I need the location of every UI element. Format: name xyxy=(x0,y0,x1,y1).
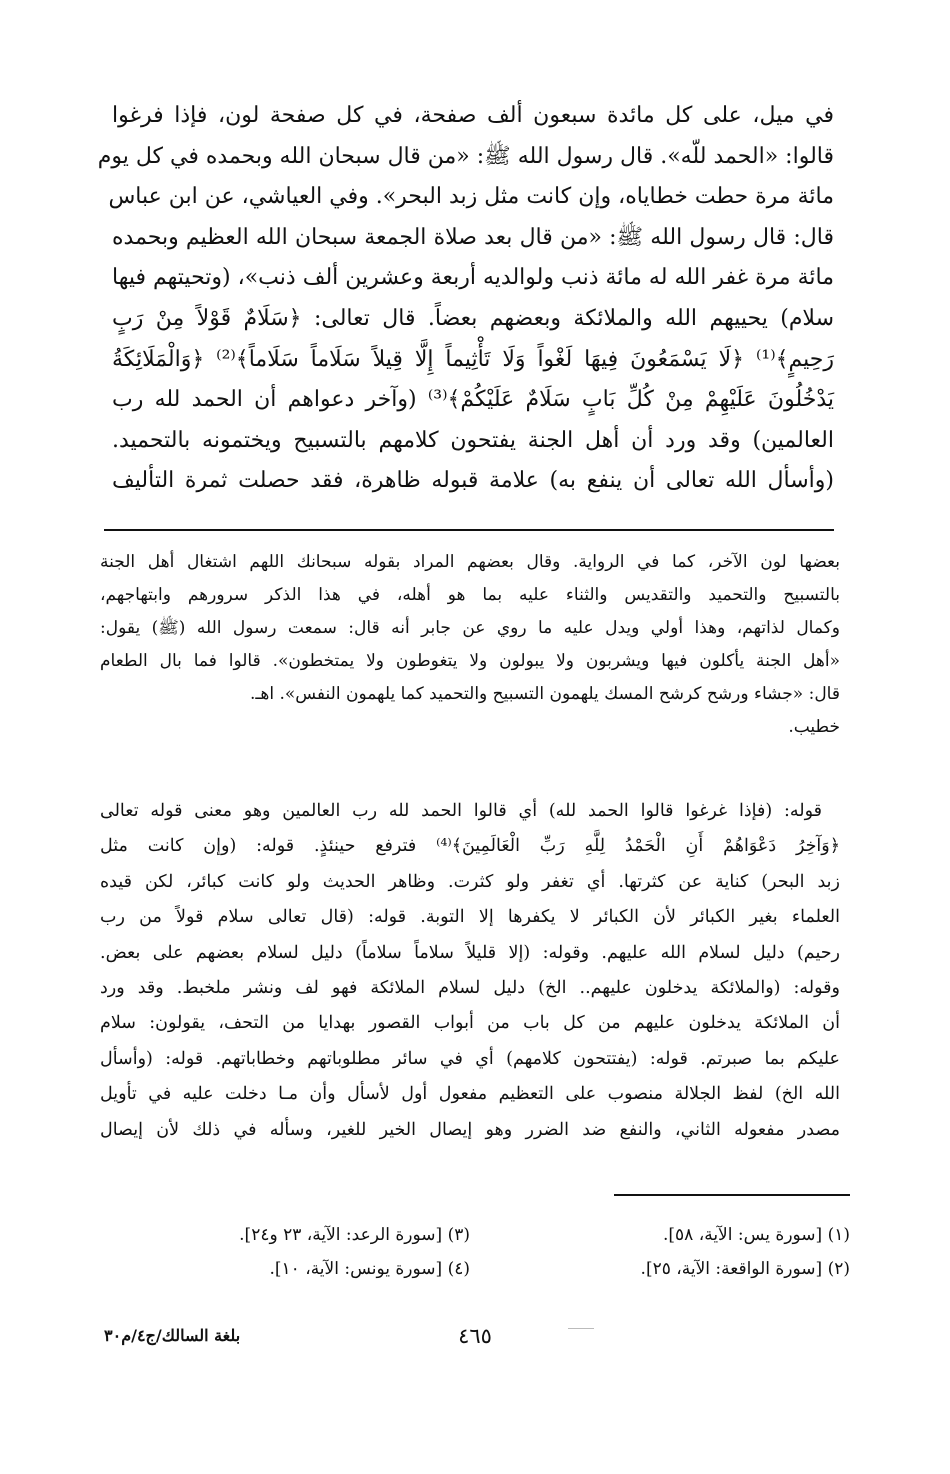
commentary-line: أن الملائكة يدخلون عليهم من كل باب من أبواب القصور بهدايا من التحف، يقولون: سلام xyxy=(100,1013,840,1034)
commentary-line: بعضها لون الآخر، كما في الرواية. وقال بعضهم المراد بقوله سبحانك اللهم اشتغال أهل الجنة xyxy=(100,552,840,572)
commentary-line: رحيم) دليل لسلام الله عليهم. وقوله: (إلا قليلاً سلاماً سلاماً) دليل لسلام بعضهم على بعض. xyxy=(100,942,840,963)
commentary-line: بالتسبيح والتحميد والتقديس والثناء عليه بما هو أهله، في هذا الذكر سرورهم وابتهاجهم، xyxy=(100,585,840,605)
main-text-line: (وأسأل الله تعالى أن ينفع به) علامة قبوله ظاهرة، فقد حصلت ثمرة التأليف xyxy=(112,468,834,494)
commentary-line: مصدر مفعوله الثاني، والنفع ضد الضرر وهو إيصال الخير للغير، وسأله في ذلك لأن إيصال xyxy=(100,1119,840,1140)
main-text-line: رَحِيمٍ﴾⁽¹⁾ ﴿لَا يَسْمَعُونَ فِيهَا لَغْواً وَلَا تَأْثِيماً إِلَّا قِيلاً سَلَاماً سَلَاماً﴾⁽²⁾ ﴿وَالْمَلَائِكَةُ xyxy=(112,346,835,372)
commentary-top-block xyxy=(100,546,840,744)
page-number: ٤٦٥ xyxy=(458,1324,492,1348)
main-text-line: مائة مرة حطت خطاياه، وإن كانت مثل زبد البحر». وفي العياشي، عن ابن عباس xyxy=(108,184,834,210)
main-text-line: العالمين) وقد ورد أن أهل الجنة يفتحون كلامهم بالتسبيح ويختمونه بالتحميد. xyxy=(112,427,834,453)
main-text-line: مائة مرة غفر الله له مائة ذنب ولوالديه أربعة وعشرين ألف ذنب»، (وتحيتهم فيها xyxy=(112,265,834,291)
main-text-line: في ميل، على كل مائدة سبعون ألف صفحة، في كل صفحة لون، فإذا فرغوا xyxy=(112,103,834,128)
main-text-line: قال: قال رسول الله ﷺ: «من قال بعد صلاة الجمعة سبحان الله العظيم وبحمده xyxy=(112,224,834,250)
footnote-4: (٤) [سورة يونس: الآية، ١٠]. xyxy=(269,1259,470,1279)
printer-signature: بلغة السالك/ج٤/م٣٠ xyxy=(104,1326,241,1345)
main-text-divider xyxy=(104,529,834,531)
commentary-line: ﴿وَآخِرُ دَعْوَاهُمْ أَنِ الْحَمْدُ لِلَّهِ رَبِّ الْعَالَمِينَ﴾⁽⁴⁾ فترفع حينئذٍ. قوله: (وإن كانت مثل xyxy=(100,836,840,857)
footnotes-column-left xyxy=(239,1218,470,1286)
main-text-line: يَدْخُلُونَ عَلَيْهِمْ مِنْ كُلِّ بَابٍ سَلَامٌ عَلَيْكُمْ﴾⁽³⁾ (وآخر دعواهم أن الحمد لله رب xyxy=(112,387,835,413)
commentary-line: «أهل الجنة يأكلون فيها ويشربون ولا يبولون ولا يتغوطون ولا يمتخطون». قالوا فما بال الطعام xyxy=(100,651,840,671)
main-text-block xyxy=(97,96,835,502)
commentary-line: وكمال لذاتهم، وهذا أولي ويدل عليه ما روي عن جابر أنه قال: سمعت رسول الله (ﷺ) يقول: xyxy=(100,618,840,638)
commentary-line: خطيب. xyxy=(788,717,840,737)
main-text-line: سلام) يحييهم الله والملائكة وبعضهم بعضاً. قال تعالى: ﴿سَلَامٌ قَوْلاً مِنْ رَبٍ xyxy=(112,305,834,331)
page-footer xyxy=(0,1316,950,1356)
commentary-line: قوله: (فإذا غرغوا قالوا الحمد لله) أي قالوا الحمد لله رب العالمين وهو معنى قوله تعالى xyxy=(100,801,822,821)
commentary-line: الله الخ) لفظ الجلالة منصوب على التعظيم مفعول أول لأسأل وأن مـا دخلت عليه في تأويل xyxy=(100,1084,840,1105)
commentary-line: زبد البحر) كناية عن كثرتها. أي تغفر ولو كثرت. وظاهر الحديث ولو كانت كبائر، لكن قيده xyxy=(100,871,840,892)
commentary-line: العلماء بغير الكبائر لأن الكبائر لا يكفرها إلا التوبة. قوله: (قال تعالى سلام قولاً من رب xyxy=(100,907,840,928)
commentary-line: عليكم بما صبرتم. قوله: (يفتتحون كلامهم) أي في سائر مطلوباتهم وخطاباتهم. قوله: (وأسأل xyxy=(100,1048,840,1069)
footnotes-column-right xyxy=(641,1218,850,1286)
commentary-main-block xyxy=(100,794,840,1148)
footnote-1: (١) [سورة يس: الآية، ٥٨]. xyxy=(663,1225,850,1245)
footnote-3: (٣) [سورة الرعد: الآية، ٢٣ و٢٤]. xyxy=(239,1225,470,1245)
commentary-line: وقوله: (والملائكة يدخلون عليهم.. الخ) دليل لسلام الملائكة فهو لف ونشر ملخبط. وقد ورد xyxy=(100,977,840,998)
main-text-line: قالوا: «الحمد للّه». قال رسول الله ﷺ: «من قال سبحان الله وبحمده في كل يوم xyxy=(97,143,834,169)
footnotes-divider xyxy=(614,1194,850,1196)
footnotes xyxy=(100,1218,850,1288)
commentary-line: قال: «جشاء ورشح كرشح المسك يلهمون التسبيح والتحميد كما يلهمون النفس». اهـ. xyxy=(249,684,840,704)
footnote-2: (٢) [سورة الواقعة: الآية، ٢٥]. xyxy=(640,1259,850,1279)
